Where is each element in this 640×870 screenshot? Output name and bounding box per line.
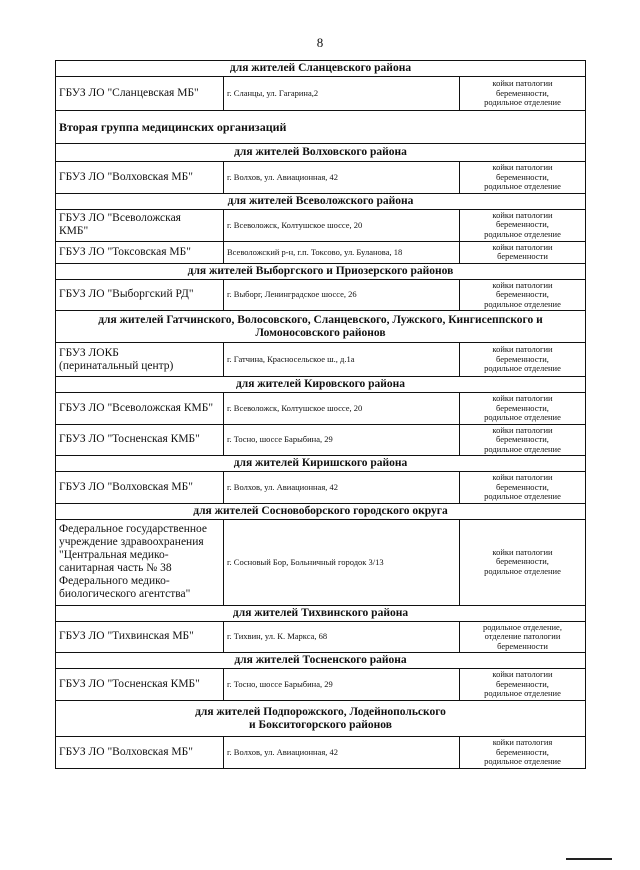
- section-header-row: [56, 193, 586, 209]
- section-header: для жителей Тосненского района: [56, 653, 586, 669]
- group-title: Вторая группа медицинских организаций: [56, 111, 586, 144]
- table-row: [56, 77, 586, 111]
- organization-name: ГБУЗ ЛО "Волховская МБ": [56, 737, 224, 769]
- organization-name: ГБУЗ ЛО "Выборгский РД": [56, 279, 224, 311]
- department-types: койки патологии беременности, родильное отделение: [460, 162, 586, 194]
- table-row: [56, 241, 586, 263]
- table-row: [56, 737, 586, 769]
- table-row: [56, 393, 586, 425]
- organization-address: г. Всеволожск, Колтушское шоссе, 20: [224, 393, 460, 425]
- department-types: родильное отделение, отделение патологии беременности: [460, 621, 586, 653]
- organization-name: ГБУЗ ЛО "Сланцевская МБ": [56, 77, 224, 111]
- organization-address: г. Сосновый Бор, Больничный городок 3/13: [224, 519, 460, 605]
- department-types: койки патология беременности, родильное отделение: [460, 737, 586, 769]
- section-header-row: [56, 144, 586, 162]
- organization-name: ГБУЗ ЛО "Тосненская КМБ": [56, 669, 224, 701]
- section-header-row: [56, 503, 586, 519]
- section-header-row: [56, 311, 586, 343]
- section-header: для жителей Киришского района: [56, 456, 586, 472]
- table-row: [56, 424, 586, 456]
- department-types: койки патологии беременности: [460, 241, 586, 263]
- organization-address: г. Волхов, ул. Авиационная, 42: [224, 472, 460, 504]
- section-header: для жителей Тихвинского района: [56, 605, 586, 621]
- organization-name: ГБУЗ ЛОКБ (перинатальный центр): [56, 343, 224, 377]
- organization-address: г. Тосно, шоссе Барыбина, 29: [224, 669, 460, 701]
- section-header: для жителей Выборгского и Приозерского районов: [56, 263, 586, 279]
- department-types: койки патологии беременности, родильное отделение: [460, 393, 586, 425]
- organization-address: г. Гатчина, Красносельское ш., д.1а: [224, 343, 460, 377]
- organization-address: г. Волхов, ул. Авиационная, 42: [224, 737, 460, 769]
- section-header-row: [56, 653, 586, 669]
- department-types: койки патологии беременности, родильное отделение: [460, 209, 586, 241]
- organization-address: г. Тосно, шоссе Барыбина, 29: [224, 424, 460, 456]
- organization-name: ГБУЗ ЛО "Волховская МБ": [56, 162, 224, 194]
- organization-name: ГБУЗ ЛО "Всеволожская КМБ": [56, 393, 224, 425]
- department-types: койки патологии беременности, родильное отделение: [460, 343, 586, 377]
- department-types: койки патологии беременности, родильное отделение: [460, 279, 586, 311]
- organization-name: ГБУЗ ЛО "Токсовская МБ": [56, 241, 224, 263]
- organization-name: ГБУЗ ЛО "Тихвинская МБ": [56, 621, 224, 653]
- section-header: для жителей Гатчинского, Волосовского, Сланцевского, Лужского, Кингисеппского и Ломоносовского районов: [56, 311, 586, 343]
- table-row: [56, 162, 586, 194]
- organization-name: ГБУЗ ЛО "Всеволожская КМБ": [56, 209, 224, 241]
- organization-address: г. Сланцы, ул. Гагарина,2: [224, 77, 460, 111]
- table-row: [56, 669, 586, 701]
- section-header: для жителей Подпорожского, Лодейнопольского и Бокситогорского районов: [56, 701, 586, 737]
- section-header-row: [56, 263, 586, 279]
- page-number: 8: [316, 35, 324, 50]
- department-types: койки патологии беременности, родильное отделение: [460, 472, 586, 504]
- organization-address: г. Всеволожск, Колтушское шоссе, 20: [224, 209, 460, 241]
- section-header-row: [56, 456, 586, 472]
- organization-name: Федеральное государственное учреждение здравоохранения "Центральная медико- санитарная часть № 38 Федерального медико- биологического агентства": [56, 519, 224, 605]
- section-header-row: [56, 701, 586, 737]
- medical-organizations-table: [55, 60, 586, 769]
- organization-address: г. Волхов, ул. Авиационная, 42: [224, 162, 460, 194]
- table-row: [56, 209, 586, 241]
- section-header: для жителей Всеволожского района: [56, 193, 586, 209]
- organization-address: г. Выборг, Ленинградское шоссе, 26: [224, 279, 460, 311]
- organization-address: Всеволожский р-н, г.п. Токсово, ул. Буланова, 18: [224, 241, 460, 263]
- section-header: для жителей Кировского района: [56, 377, 586, 393]
- section-header: для жителей Сланцевского района: [56, 61, 586, 77]
- table-row: [56, 343, 586, 377]
- table-row: [56, 621, 586, 653]
- table-row: [56, 519, 586, 605]
- section-header: для жителей Сосновоборского городского округа: [56, 503, 586, 519]
- department-types: койки патологии беременности, родильное отделение: [460, 424, 586, 456]
- table-row: [56, 279, 586, 311]
- organization-name: ГБУЗ ЛО "Тосненская КМБ": [56, 424, 224, 456]
- department-types: койки патологии беременности, родильное отделение: [460, 77, 586, 111]
- section-header-row: [56, 605, 586, 621]
- section-header: для жителей Волховского района: [56, 144, 586, 162]
- department-types: койки патологии беременности, родильное отделение: [460, 669, 586, 701]
- group-row: [56, 111, 586, 144]
- section-header-row: [56, 61, 586, 77]
- section-header-row: [56, 377, 586, 393]
- organization-address: г. Тихвин, ул. К. Маркса, 68: [224, 621, 460, 653]
- table-row: [56, 472, 586, 504]
- department-types: койки патологии беременности, родильное отделение: [460, 519, 586, 605]
- organization-name: ГБУЗ ЛО "Волховская МБ": [56, 472, 224, 504]
- scan-mark: [566, 858, 612, 860]
